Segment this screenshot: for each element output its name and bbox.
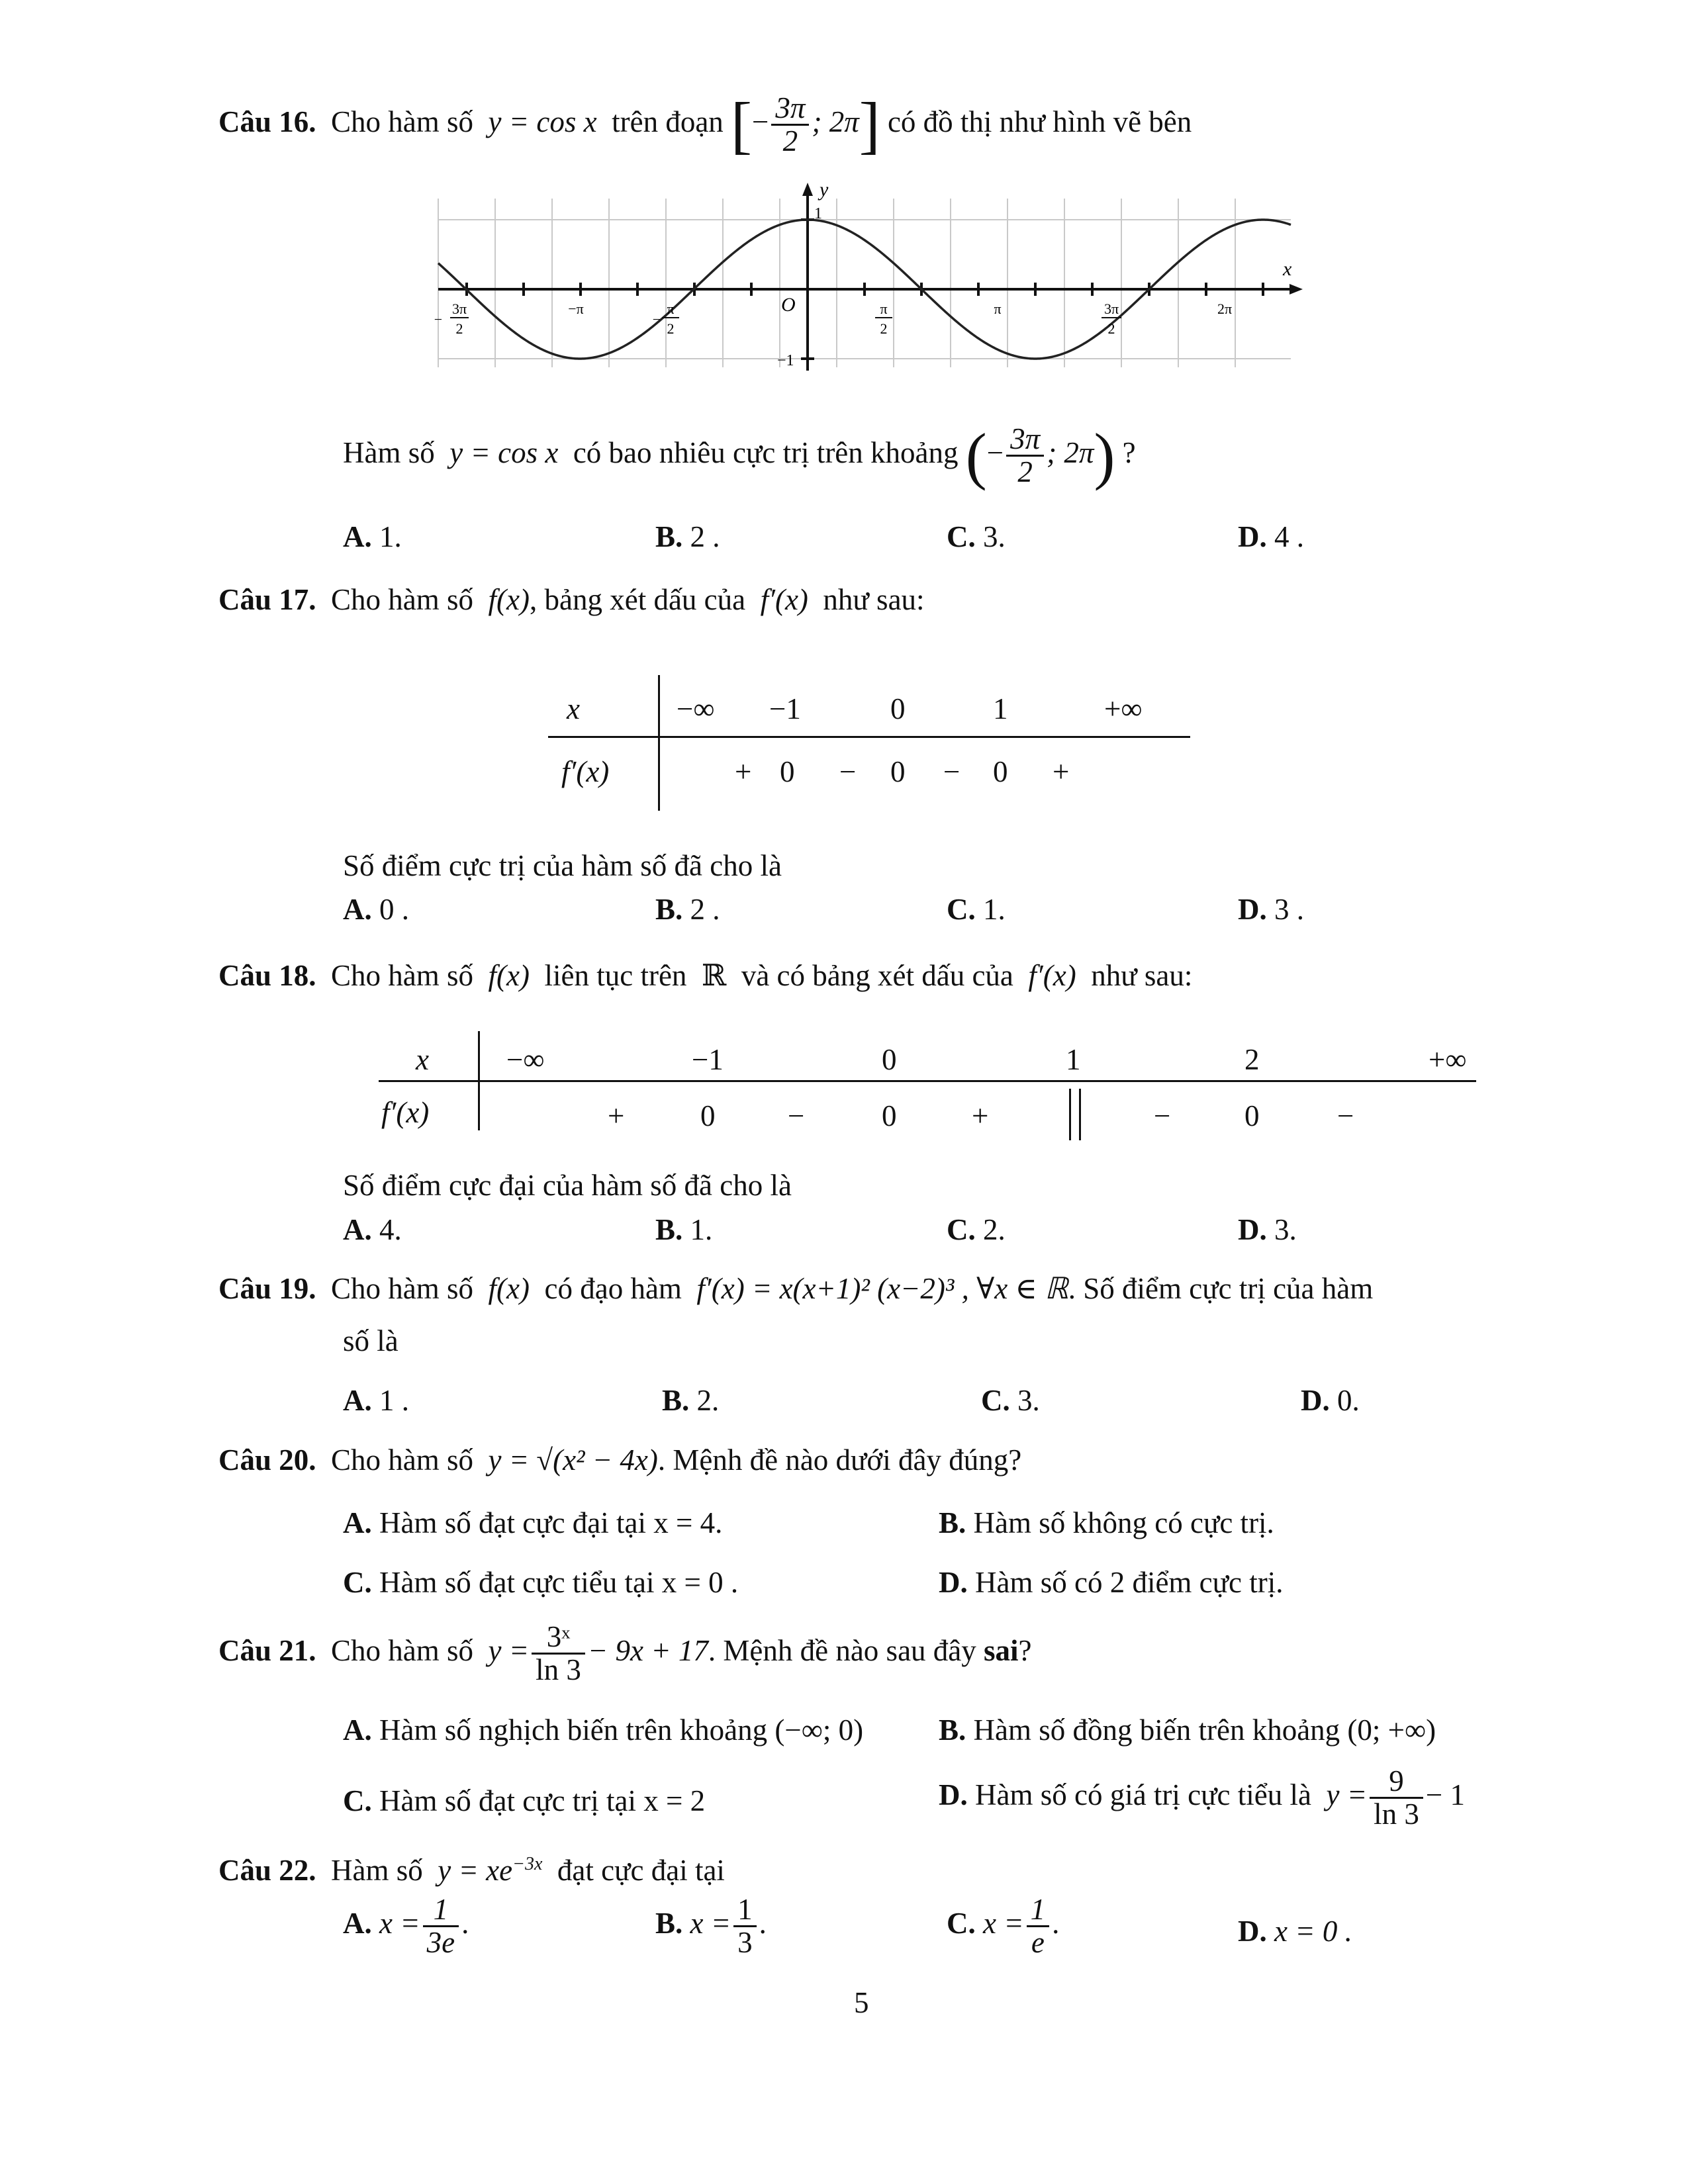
x-tick-labels xyxy=(434,300,1232,337)
q21-option-b[interactable]: B. Hàm số đồng biến trên khoảng (0; +∞) xyxy=(939,1713,1436,1747)
svg-text:π: π xyxy=(880,300,888,317)
q19-statement: Câu 19. Cho hàm số f(x) có đạo hàm f′(x) = x(x+1)² (x−2)³ , ∀x ∈ ℝ. Số điểm cực trị của hàm xyxy=(218,1272,1374,1305)
q16-option-b[interactable]: B. 2 . xyxy=(655,520,720,553)
svg-text:3π: 3π xyxy=(451,300,467,317)
q16-option-c[interactable]: C. 3. xyxy=(947,520,1006,553)
q21-statement: Câu 21. Cho hàm số y = $\frac{\text{3ˣ}}{\ln 3}$ − 9x + 17. Mệnh đề nào sau đây sai? xyxy=(218,1620,1032,1687)
svg-text:−: − xyxy=(652,311,661,328)
q18-question: Số điểm cực đại của hàm số đã cho là xyxy=(343,1169,792,1202)
q19-option-d[interactable]: D. 0. xyxy=(1301,1384,1360,1417)
svg-text:π: π xyxy=(994,300,1002,317)
q20-option-c[interactable]: C. Hàm số đạt cực tiểu tại x = 0 . xyxy=(343,1566,739,1599)
q20-option-a[interactable]: A. Hàm số đạt cực đại tại x = 4. xyxy=(343,1506,723,1539)
q16-label: Câu 16. xyxy=(218,105,316,139)
q20-statement: Câu 20. Cho hàm số y = √(x² − 4x). Mệnh đề nào dưới đây đúng? xyxy=(218,1443,1022,1477)
q17-option-c[interactable]: C. 1. xyxy=(947,893,1006,926)
svg-text:2: 2 xyxy=(1107,320,1115,337)
cosine-graph xyxy=(430,179,1311,377)
q22-option-c[interactable]: C. x = $\frac{1}{e}$ . xyxy=(947,1893,1060,1960)
q19-option-c[interactable]: C. 3. xyxy=(981,1384,1040,1417)
q19-option-b[interactable]: B. 2. xyxy=(662,1384,720,1417)
origin-label: O xyxy=(781,294,796,316)
y-max-label: 1 xyxy=(814,205,822,222)
svg-text:−: − xyxy=(434,311,443,328)
x-axis-arrow-icon xyxy=(1289,284,1303,295)
q18-option-c[interactable]: C. 2. xyxy=(947,1213,1006,1246)
y-min-label: −1 xyxy=(777,352,794,369)
q17-option-b[interactable]: B. 2 . xyxy=(655,893,720,926)
q19-statement-cont: số là xyxy=(343,1324,399,1357)
q18-statement: Câu 18. Cho hàm số f(x) liên tục trên ℝ và có bảng xét dấu của f′(x) như sau: xyxy=(218,959,1193,992)
q21-option-d[interactable]: D. Hàm số có giá trị cực tiểu là y = $\frac{9}{\ln 3}$ − 1 xyxy=(939,1764,1465,1831)
y-axis-arrow-icon xyxy=(802,183,813,196)
q22-option-d[interactable]: D. x = 0 . xyxy=(1238,1915,1352,1948)
q17-question: Số điểm cực trị của hàm số đã cho là xyxy=(343,849,782,882)
q16-option-a[interactable]: A. 1. xyxy=(343,520,402,553)
q16-question: Hàm số y = cos x có bao nhiêu cực trị trên khoảng (− $\frac{3\pi}{2}$ ; 2π) ? xyxy=(343,420,1136,491)
q18-option-a[interactable]: A. 4. xyxy=(343,1213,402,1246)
q22-option-a[interactable]: A. x = $\frac{1}{3e}$ . xyxy=(343,1893,469,1960)
q17-statement: Câu 17. Cho hàm số f(x), bảng xét dấu của f′(x) như sau: xyxy=(218,583,925,616)
svg-text:−π: −π xyxy=(568,300,584,317)
q18-option-d[interactable]: D. 3. xyxy=(1238,1213,1297,1246)
q17-option-d[interactable]: D. 3 . xyxy=(1238,893,1304,926)
svg-text:2π: 2π xyxy=(1217,300,1233,317)
svg-text:3π: 3π xyxy=(1103,300,1119,317)
svg-text:π: π xyxy=(667,300,675,317)
q22-statement: Câu 22. Hàm số $y = xe^{-3x}$ đạt cực đại tại xyxy=(218,1854,725,1887)
q17-option-a[interactable]: A. 0 . xyxy=(343,893,409,926)
y-axis-label: y xyxy=(820,179,829,201)
q16-statement: Câu 16. Cho hàm số y = cos x trên đoạn [− $\frac{3\pi}{2}$ ; 2π] có đồ thị như hình vẽ bên xyxy=(218,89,1192,160)
q20-option-b[interactable]: B. Hàm số không có cực trị. xyxy=(939,1506,1274,1539)
x-axis-label: x xyxy=(1283,258,1292,280)
q21-option-c[interactable]: C. Hàm số đạt cực trị tại x = 2 xyxy=(343,1784,706,1817)
svg-text:2: 2 xyxy=(667,320,675,337)
q19-option-a[interactable]: A. 1 . xyxy=(343,1384,409,1417)
q21-option-a[interactable]: A. Hàm số nghịch biến trên khoảng (−∞; 0) xyxy=(343,1713,864,1747)
q16-option-d[interactable]: D. 4 . xyxy=(1238,520,1304,553)
q22-option-b[interactable]: B. x = $\frac{1}{3}$ . xyxy=(655,1893,767,1960)
q20-option-d[interactable]: D. Hàm số có 2 điểm cực trị. xyxy=(939,1566,1284,1599)
svg-text:2: 2 xyxy=(455,320,463,337)
page-number: 5 xyxy=(854,1986,869,2019)
q18-option-b[interactable]: B. 1. xyxy=(655,1213,713,1246)
svg-text:2: 2 xyxy=(880,320,888,337)
